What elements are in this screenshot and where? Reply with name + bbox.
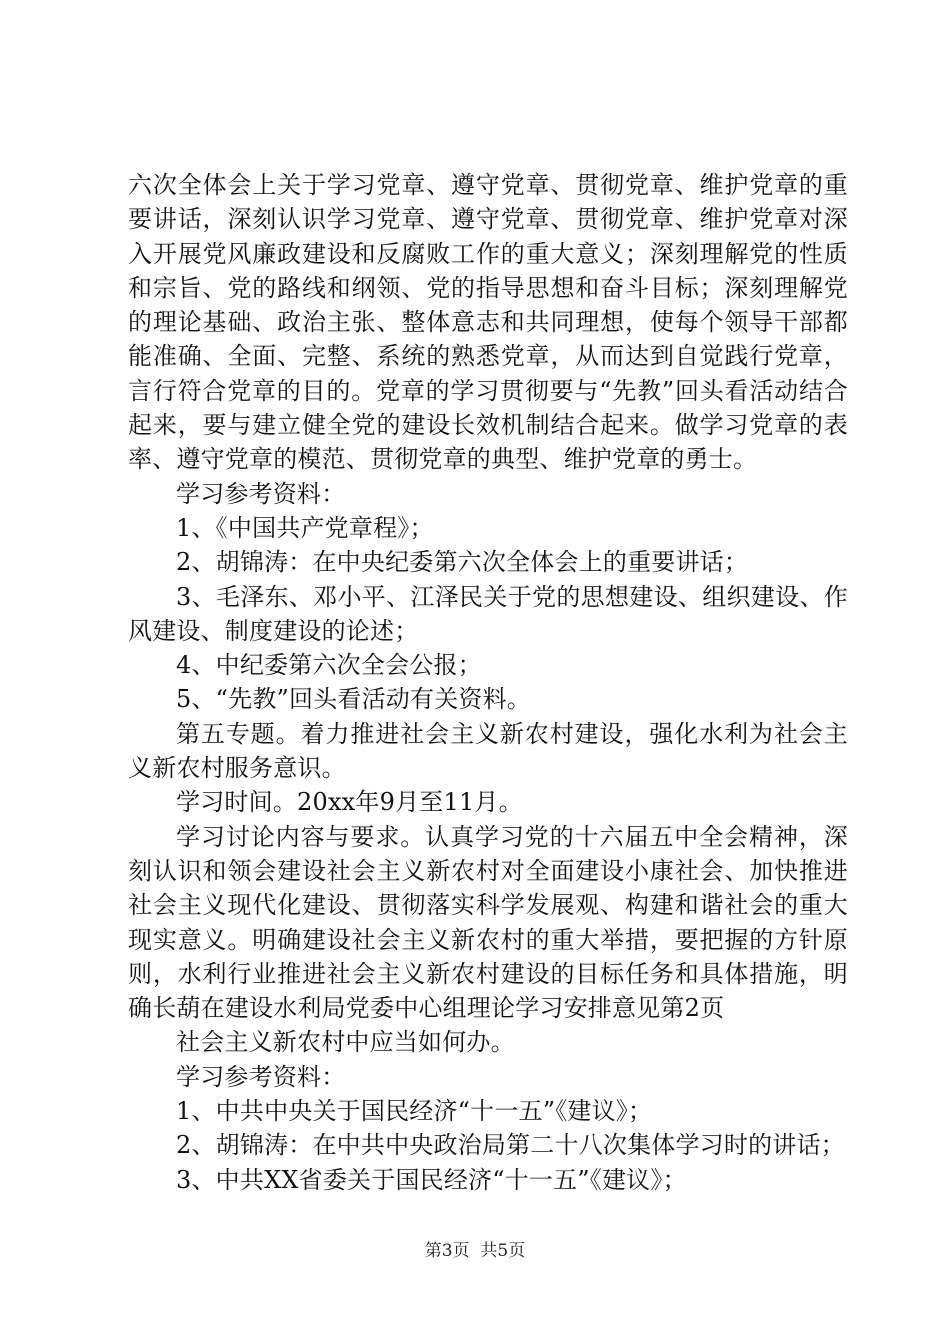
document-body bbox=[128, 168, 848, 1197]
study-requirements-paragraph: 学习讨论内容与要求。认真学习党的十六届五中全会精神，深刻认识和领会建设社会主义新农村对全面建设小康社会、加快推进社会主义现代化建设、贯彻落实科学发展观、构建和谐社会的重大现实意义。明确建设社会主义新农村的重大举措，要把握的方针原则，水利行业推进社会主义新农村建设的目标任务和具体措施，明确长葫在建设水利局党委中心组理论学习安排意见第2页 bbox=[128, 822, 848, 1023]
reference-materials-heading: 学习参考资料： bbox=[176, 479, 346, 508]
reference-item: 4、中纪委第六次全会公报； bbox=[176, 651, 482, 680]
study-time: 学习时间。20xx年9月至11月。 bbox=[176, 788, 523, 817]
reference-item: 3、中共XX省委关于国民经济“十一五”《建议》； bbox=[176, 1165, 687, 1194]
reference-item: 1、《中国共产党章程》； bbox=[176, 513, 434, 542]
reference-item: 5、“先教”回头看活动有关资料。 bbox=[176, 685, 532, 714]
reference-materials-heading: 学习参考资料： bbox=[176, 1062, 346, 1091]
reference-item: 2、胡锦涛：在中央纪委第六次全体会上的重要讲话； bbox=[176, 548, 749, 577]
page-footer: 第3页 共5页 bbox=[424, 1241, 526, 1261]
reference-item: 1、中共中央关于国民经济“十一五”《建议》； bbox=[176, 1097, 653, 1126]
reference-item: 2、胡锦涛：在中共中央政治局第二十八次集体学习时的讲话； bbox=[176, 1131, 845, 1160]
topic-heading: 第五专题。着力推进社会主义新农村建设，强化水利为社会主义新农村服务意识。 bbox=[128, 719, 848, 783]
reference-item: 3、毛泽东、邓小平、江泽民关于党的思想建设、组织建设、作风建设、制度建设的论述； bbox=[128, 582, 848, 645]
body-paragraph-party-constitution: 六次全体会上关于学习党章、遵守党章、贯彻党章、维护党章的重要讲话，深刻认识学习党章、遵守党章、贯彻党章、维护党章对深入开展党风廉政建设和反腐败工作的重大意义；深刻理解党的性质和宗旨、党的路线和纲领、党的指导思想和奋斗目标；深刻理解党的理论基础、政治主张、整体意志和共同理想，使每个领导干部都能准确、全面、完整、系统的熟悉党章，从而达到自觉践行党章，言行符合党章的目的。党章的学习贯彻要与“先教”回头看活动结合起来，要与建立健全党的建设长效机制结合起来。做学习党章的表率、遵守党章的模范、贯彻党章的典型、维护党章的勇士。 bbox=[128, 171, 848, 474]
body-paragraph-continuation: 社会主义新农村中应当如何办。 bbox=[176, 1028, 515, 1057]
